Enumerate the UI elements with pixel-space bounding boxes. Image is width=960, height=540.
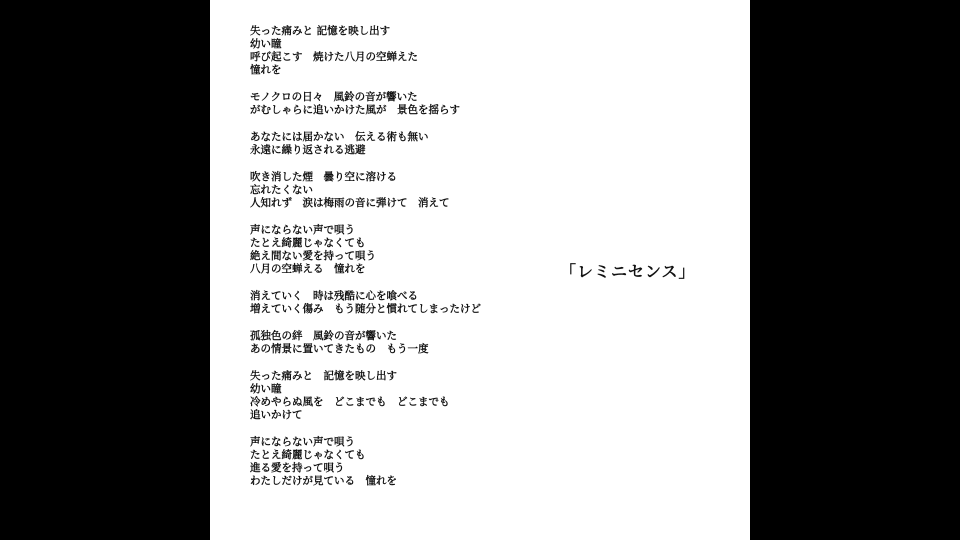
lyric-line: 失った痛みと 記憶を映し出す (250, 370, 397, 382)
lyric-line: 幼い瞳 (250, 383, 282, 395)
lyric-line: 冷めやらぬ風を どこまでも どこまでも (250, 396, 450, 408)
stanza-1 (250, 25, 540, 77)
lyric-line: 吹き消した煙 曇り空に溶ける (250, 171, 397, 183)
lyric-line: 八月の空蝉える 憧れを (250, 263, 366, 275)
stanza-3 (250, 131, 540, 157)
lyric-line: 永遠に繰り返される逃避 (250, 144, 366, 156)
stanza-9 (250, 436, 540, 488)
lyric-line: たとえ綺麗じゃなくても (250, 237, 366, 249)
song-title: 「レミニセンス」 (560, 262, 696, 281)
stanza-8 (250, 370, 540, 422)
stanza-2 (250, 91, 540, 117)
lyrics-body (250, 25, 540, 502)
lyric-line: 失った痛みと 記憶を映し出す (250, 25, 391, 37)
lyrics-page (210, 0, 750, 540)
lyric-line: あの情景に置いてきたもの もう一度 (250, 343, 429, 355)
lyric-line: 進る愛を持って唄う (250, 462, 345, 474)
lyric-line: 追いかけて (250, 409, 303, 421)
lyric-line: 忘れたくない (250, 184, 313, 196)
lyric-line: モノクロの日々 風鈴の音が響いた (250, 91, 418, 103)
stanza-5 (250, 224, 540, 276)
stanza-4 (250, 171, 540, 210)
stanza-7 (250, 330, 540, 356)
lyric-line: 人知れず 涙は梅雨の音に弾けて 消えて (250, 197, 450, 209)
lyric-line: たとえ綺麗じゃなくても (250, 449, 366, 461)
lyric-line: あなたには届かない 伝える術も無い (250, 131, 429, 143)
lyric-line: 孤独色の絆 風鈴の音が響いた (250, 330, 397, 342)
lyric-line: 消えていく 時は残酷に心を喰べる (250, 290, 418, 302)
lyric-line: 声にならない声で唄う (250, 224, 355, 236)
lyric-line: 増えていく傷み もう随分と慣れてしまったけど (250, 303, 481, 315)
lyric-line: がむしゃらに追いかけた風が 景色を揺らす (250, 104, 460, 116)
lyric-line: 呼び起こす 焼けた八月の空蝉えた (250, 51, 418, 63)
lyric-line: 憧れを (250, 64, 282, 76)
lyric-line: 声にならない声で唄う (250, 436, 355, 448)
lyric-line: わたしだけが見ている 憧れを (250, 475, 397, 487)
stanza-6 (250, 290, 540, 316)
lyric-line: 絶え間ない愛を持って唄う (250, 250, 376, 262)
lyric-line: 幼い瞳 (250, 38, 282, 50)
